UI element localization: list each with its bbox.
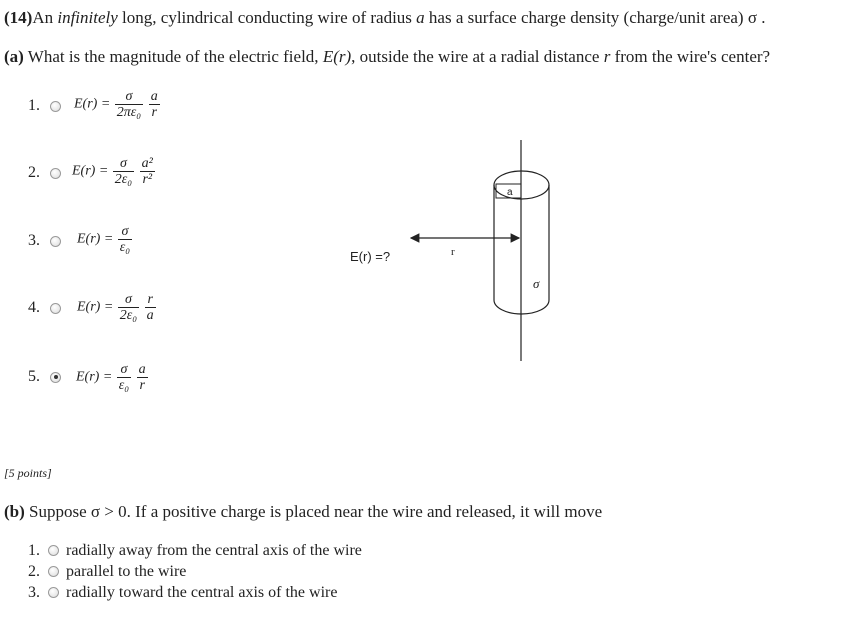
part-a-text: What is the magnitude of the electric field, <box>23 47 323 66</box>
denominator: a <box>146 308 154 323</box>
radio-button[interactable] <box>48 545 59 556</box>
numerator: a <box>150 89 158 104</box>
sigma-label: σ <box>533 276 540 291</box>
variable-r: r <box>603 47 611 66</box>
option-number: 5. <box>28 368 40 385</box>
points-label: [5 points] <box>4 466 52 480</box>
variable-e: E(r) <box>322 47 352 66</box>
numerator: a² <box>141 156 153 171</box>
numerator: σ <box>113 156 134 172</box>
option-b3[interactable] <box>14 582 362 603</box>
radio-button[interactable] <box>48 566 59 577</box>
a-label: a <box>507 187 513 198</box>
numerator: σ <box>115 89 143 105</box>
option-number: 1. <box>28 97 40 114</box>
field-label: E(r) =? <box>350 249 391 264</box>
part-b-options <box>14 540 362 603</box>
question-text-italic: infinitely <box>57 8 118 27</box>
question-text-part: An <box>32 8 58 27</box>
formula-lhs: E(r) = <box>76 369 113 385</box>
numerator: σ <box>118 292 139 308</box>
option-label: radially toward the central axis of the wire <box>66 583 338 601</box>
part-a-text: , outside the wire at a radial distance <box>351 47 604 66</box>
option-label: radially away from the central axis of the wire <box>66 541 362 559</box>
option-number: 3. <box>28 232 40 249</box>
option-number: 3. <box>28 583 40 601</box>
denominator: 2ε₀ <box>119 308 138 323</box>
option-number: 4. <box>28 299 40 316</box>
denominator: ε₀ <box>119 240 131 255</box>
denominator: r² <box>142 172 153 187</box>
part-b-text: Suppose σ > 0. If a positive charge is placed near the wire and released, it will move <box>24 502 603 521</box>
denominator: 2πε₀ <box>116 105 142 120</box>
part-a-label: (a) <box>4 47 24 66</box>
option-number: 2. <box>28 164 40 181</box>
question-number: (14) <box>4 8 33 27</box>
question-text-part: long, cylindrical conducting wire of radius <box>117 8 417 27</box>
part-b-label: (b) <box>4 502 25 521</box>
option-b2[interactable] <box>14 561 362 582</box>
part-b-prompt <box>4 502 602 522</box>
option-number: 2. <box>28 562 40 580</box>
numerator: σ <box>117 362 131 378</box>
formula-lhs: E(r) = <box>77 231 114 247</box>
numerator: a <box>138 362 146 377</box>
question-text-part: has a surface charge density (charge/unit area) σ . <box>424 8 766 27</box>
denominator: r <box>139 378 145 393</box>
formula-lhs: E(r) = <box>72 163 109 179</box>
formula-lhs: E(r) = <box>74 96 111 112</box>
denominator: 2ε₀ <box>114 172 133 187</box>
formula-lhs: E(r) = <box>77 299 114 315</box>
option-label: parallel to the wire <box>66 562 187 580</box>
denominator: ε₀ <box>118 378 130 393</box>
numerator: σ <box>118 224 132 240</box>
r-label: r <box>451 246 455 258</box>
numerator: r <box>145 292 156 308</box>
option-number: 1. <box>28 541 40 559</box>
variable-a: a <box>416 8 425 27</box>
denominator: r <box>151 105 157 120</box>
radio-button[interactable] <box>48 587 59 598</box>
part-a-text: from the wire's center? <box>610 47 771 66</box>
option-b1[interactable] <box>14 540 362 561</box>
